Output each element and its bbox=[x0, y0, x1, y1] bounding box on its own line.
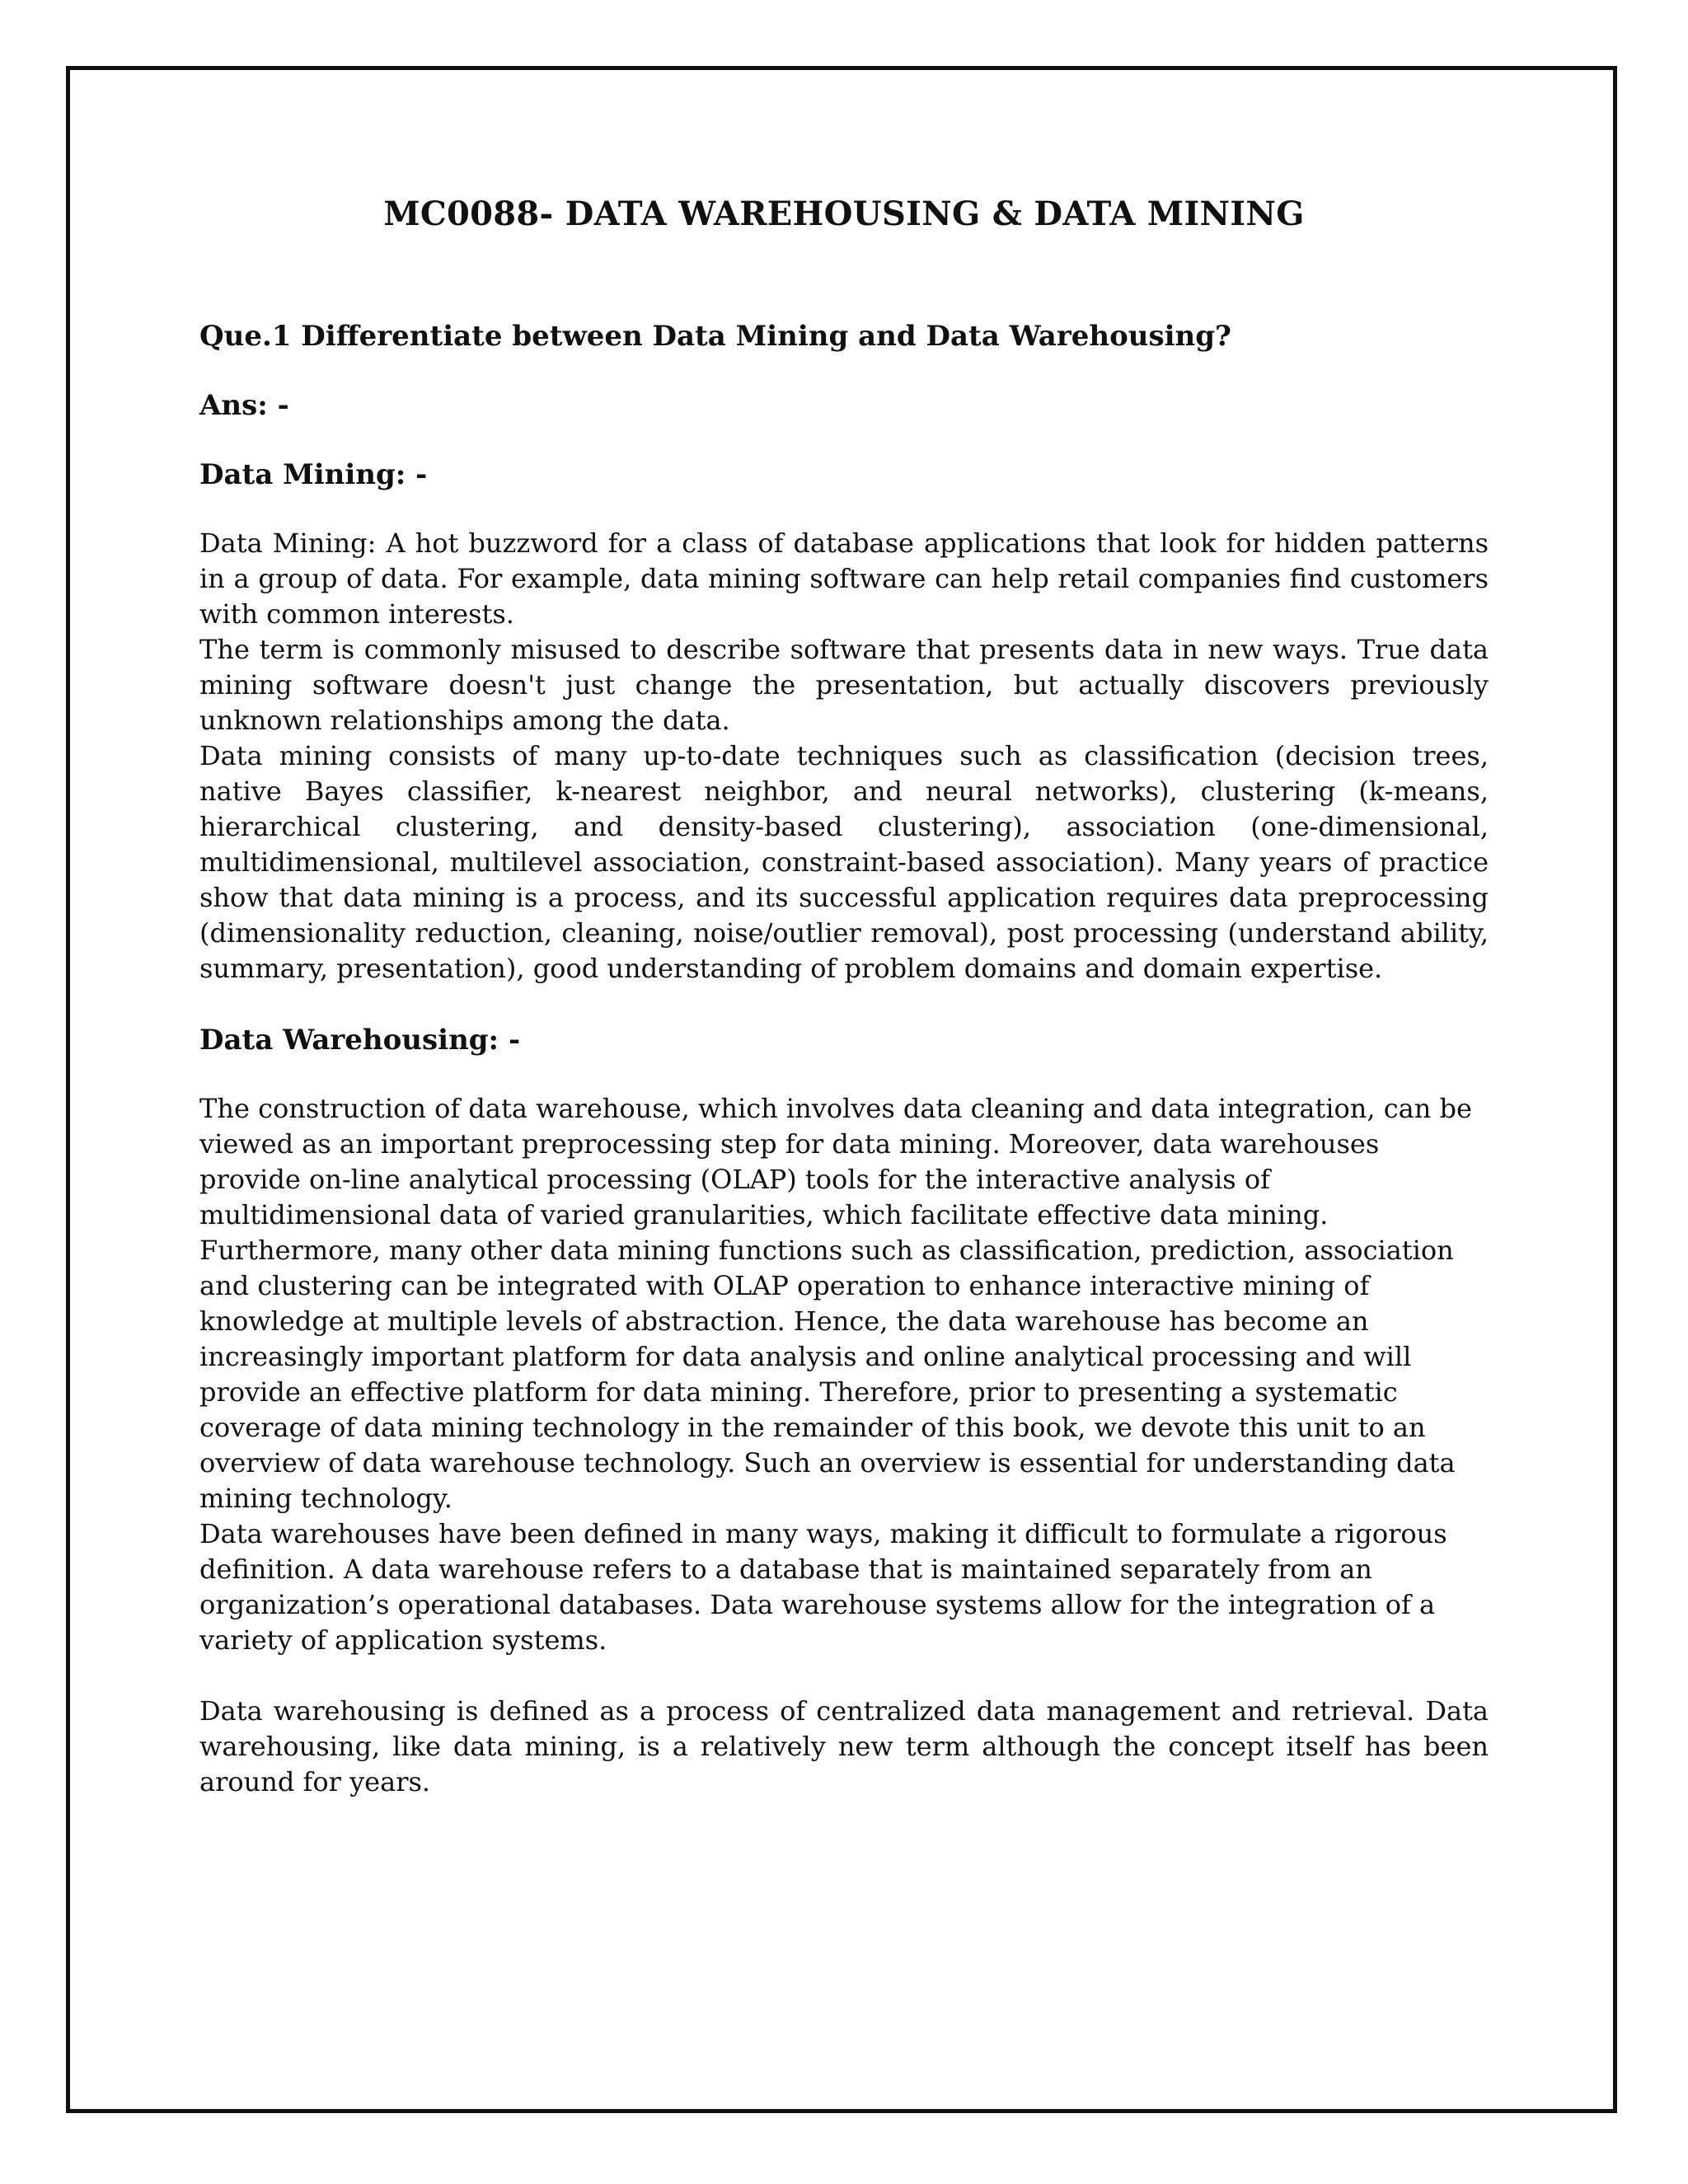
paragraph: The construction of data warehouse, which involves data cleaning and data integration, can be viewed as an important preprocessing step for data mining. Moreover, data warehouses provide on-line analytical processing (OLAP) tools for the interactive analysis of multidimensional data of varied granularities, which facilitate effective data mining. Furthermore, many other data mining functions such as classification, prediction, association and clustering can be integrated with OLAP operation to enhance interactive mining of knowledge at multiple levels of abstraction. Hence, the data warehouse has become an increasingly important platform for data analysis and online analytical processing and will provide an effective platform for data mining. Therefore, prior to presenting a systematic coverage of data mining technology in the remainder of this book, we devote this unit to an overview of data warehouse technology. Such an overview is essential for understanding data mining technology. bbox=[199, 1093, 1472, 1514]
paragraph: Data mining consists of many up-to-date techniques such as classification (decision trees, native Bayes classifier, k-nearest neighbor, and neural networks), clustering (k-means, hierarchical clustering, and density-based clustering), association (one-dimensional, multidimensional, multilevel association, constraint-based association). Many years of practice show that data mining is a process, and its successful application requires data preprocessing (dimensionality reduction, cleaning, noise/outlier removal), post processing (understand ability, summary, presentation), good understanding of problem domains and domain expertise. bbox=[199, 740, 1489, 984]
paragraph: Data Mining: A hot buzzword for a class of database applications that look for hidden patterns in a group of data. For example, data mining software can help retail companies find customers with common interests. bbox=[199, 527, 1489, 630]
answer-label: Ans: - bbox=[199, 389, 289, 422]
question-heading: Que.1 Differentiate between Data Mining and Data Warehousing? bbox=[199, 320, 1231, 353]
document-title: MC0088- DATA WAREHOUSING & DATA MINING bbox=[383, 194, 1305, 233]
section-heading-data-warehousing: Data Warehousing: - bbox=[199, 1024, 521, 1057]
paragraph: Data warehousing is defined as a process of centralized data management and retrieval. Data warehousing, like data mining, is a relatively new term although the concept itself has been around for years. bbox=[199, 1695, 1489, 1797]
document-body bbox=[199, 193, 1489, 1800]
paragraph: The term is commonly misused to describe software that presents data in new ways. True data mining software doesn't just change the presentation, but actually discovers previously unknown relationships among the data. bbox=[199, 634, 1489, 736]
paragraph: Data warehouses have been defined in many ways, making it difficult to formulate a rigorous definition. A data warehouse refers to a database that is maintained separately from an organization’s operational databases. Data warehouse systems allow for the integration of a variety of application systems. bbox=[199, 1518, 1447, 1656]
section-heading-data-mining: Data Mining: - bbox=[199, 458, 428, 491]
